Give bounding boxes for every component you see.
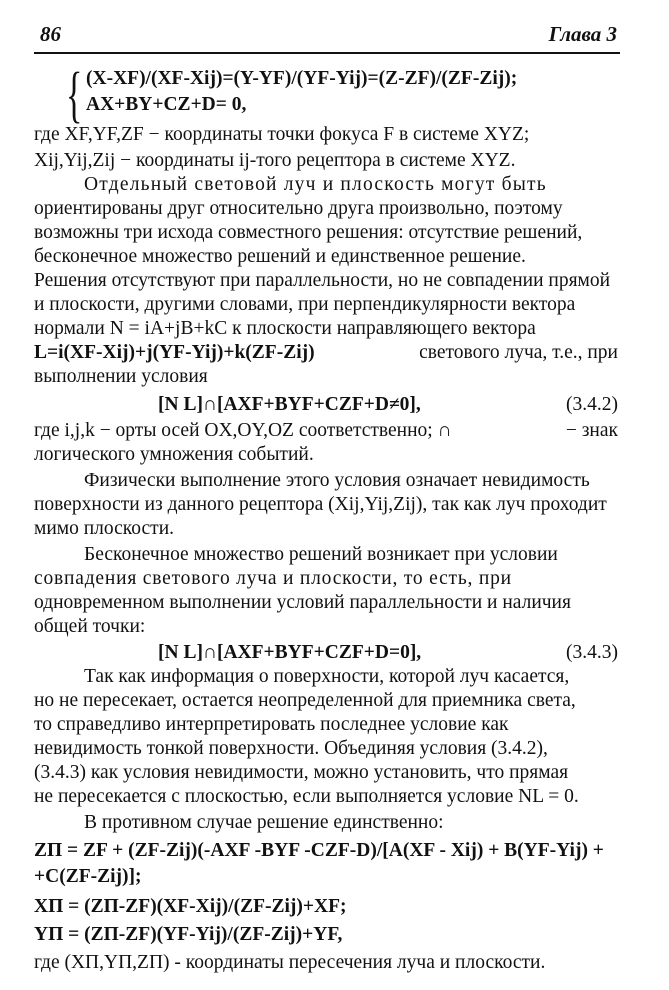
text-line: (3.4.3) как условия невидимости, можно установить, что прямая [34,762,569,783]
text-line: и плоскости, другими словами, при перпендикулярности вектора [34,294,576,315]
text-line: мимо плоскости. [34,518,175,539]
equation-3-4-2: [N L]∩[AXF+BYF+CZF+D≠0], [158,394,421,415]
text-fragment: светового луча, т.е., при [419,342,618,363]
text-line [34,418,618,444]
text-line: где (XП,YП,ZП) - координаты пересечения луча и плоскости. [34,952,546,973]
text-line: невидимость тонкой поверхности. Объединяя условия (3.4.2), [34,738,548,759]
paragraph-start: Так как информация о поверхности, которой луч касается, [84,666,570,687]
chapter-title: Глава 3 [548,22,617,46]
text-line: бесконечное множество решений и единственное решение. [34,246,526,267]
formula-x-pi: XП = (ZП-ZF)(XF-Xij)/(ZF-Zij)+XF; [34,896,347,917]
text-line: логического умножения событий. [34,444,314,465]
text-line: но не пересекает, остается неопределенной для приемника света, [34,690,576,711]
equation-3-4-3: [N L]∩[AXF+BYF+CZF+D=0], [158,642,422,663]
text-fragment: где i,j,k − орты осей OX,OY,OZ соответственно; ∩ [34,420,452,441]
text-line: выполнении условия [34,366,208,387]
text-line: возможны три исхода совместного решения: отсутствие решений, [34,222,583,243]
text-line: поверхности из данного рецептора (Xij,Yij,Zij), так как луч проходит [34,494,607,515]
text-line: ориентированы друг относительно друга произвольно, поэтому [34,198,563,219]
paragraph-start: Бесконечное множество решений возникает при условии [84,544,558,565]
equation-number: (3.4.3) [566,642,618,663]
text-line: Решения отсутствуют при параллельности, но не совпадении прямой [34,270,611,291]
text-fragment: − знак [565,420,618,441]
text-line: совпадения светового луча и плоскости, то есть, при [34,568,512,589]
paragraph-start: В противном случае решение единственно: [84,812,444,833]
paragraph-start: Физически выполнение этого условия означает невидимость [84,470,590,491]
formula-z-pi-cont: +C(ZF-Zij)]; [34,866,142,887]
text-line: где XF,YF,ZF − координаты точки фокуса F в системе XYZ; [34,124,530,145]
text-line: Xij,Yij,Zij − координаты ij-того рецептора в системе XYZ. [34,150,516,171]
equation-system-line2: AX+BY+CZ+D= 0, [86,94,247,115]
paragraph-start: Отдельный световой луч и плоскость могут быть [84,174,547,195]
text-line: нормали N = iA+jB+kC к плоскости направляющего вектора [34,318,536,339]
system-brace: { [66,61,83,129]
text-line: общей точки: [34,616,146,637]
equation-system-line1: (X-XF)/(XF-Xij)=(Y-YF)/(YF-Yij)=(Z-ZF)/(ZF-Zij); [86,68,518,89]
text-line: одновременном выполнении условий параллельности и наличия [34,592,571,613]
text-line [34,340,618,366]
text-line: то справедливо интерпретировать последнее условие как [34,714,509,735]
equation-number: (3.4.2) [566,394,618,415]
formula-z-pi: ZП = ZF + (ZF-Zij)(-AXF -BYF -CZF-D)/[A(XF - Xij) + B(YF-Yij) + [34,840,604,861]
direction-vector-formula: L=i(XF-Xij)+j(YF-Yij)+k(ZF-Zij) [34,342,315,363]
page-number: 86 [40,22,61,46]
text-line: не пересекается с плоскостью, если выполняется условие NL = 0. [34,786,579,807]
header-rule [34,52,620,54]
formula-y-pi: YП = (ZП-ZF)(YF-Yij)/(ZF-Zij)+YF, [34,924,343,945]
